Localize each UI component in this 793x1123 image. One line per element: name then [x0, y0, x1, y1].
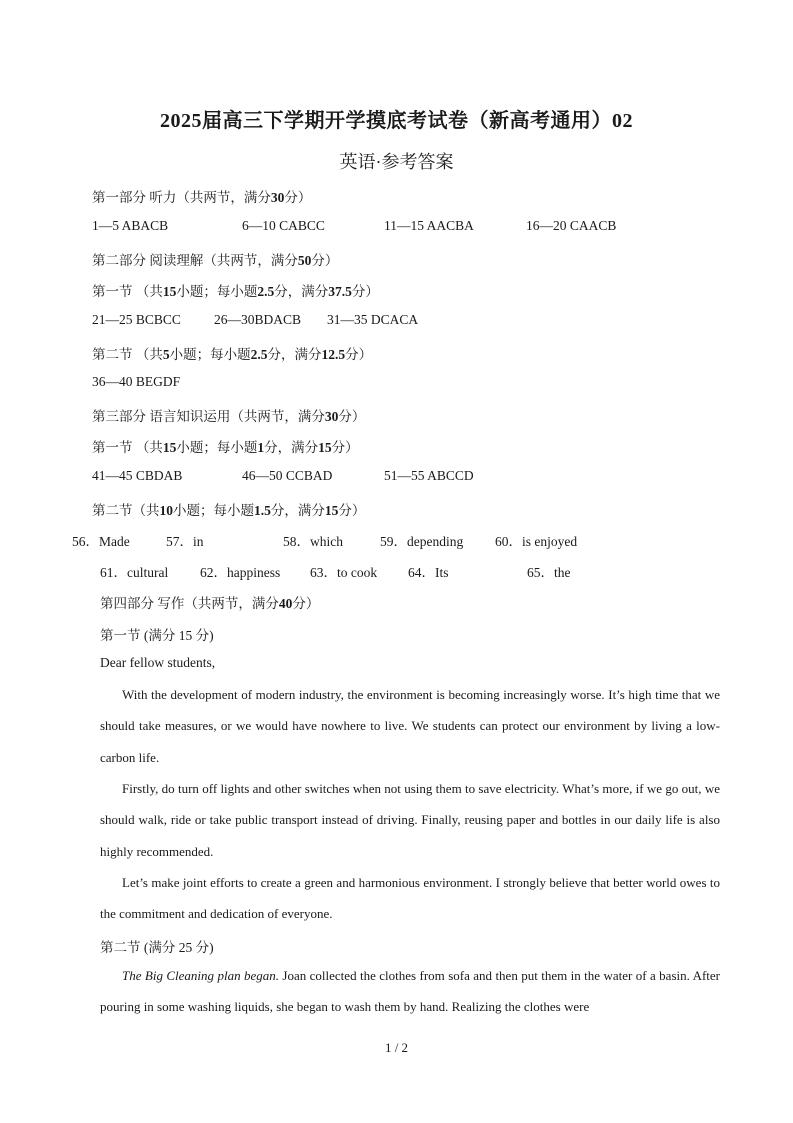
answer-59: 59．depending: [380, 534, 464, 549]
part2-section1-heading: 第一节 （共15小题；每小题2.5分，满分37.5分）: [92, 284, 379, 299]
part2-answer-4: 36—40 BEGDF: [92, 374, 181, 389]
page-number: 1 / 2: [384, 1040, 409, 1055]
part1-answer-4: 16—20 CAACB: [526, 218, 617, 233]
part4-heading: 第四部分 写作（共两节，满分40分）: [100, 596, 320, 611]
part1-answer-2: 6—10 CABCC: [242, 218, 325, 233]
part2-answer-1: 21—25 BCBCC: [92, 312, 181, 327]
page-subtitle: 英语·参考答案: [339, 152, 454, 172]
part3-section1-heading: 第一节 （共15小题；每小题1分，满分15分）: [92, 440, 359, 455]
part3-answer-1: 41—45 CBDAB: [92, 468, 183, 483]
part1-answer-3: 11—15 AACBA: [384, 218, 474, 233]
part4-section2-heading: 第二节 (满分 25 分): [100, 940, 214, 955]
answer-63: 63．to cook: [310, 565, 378, 580]
part1-heading: 第一部分 听力（共两节，满分30分）: [92, 190, 312, 205]
letter-paragraph-1: With the development of modern industry, the environment is becoming increasingly worse. It’s high time that we should take measures, or we would have nowhere to live. We students can protect our environment by living a low-carbon life.: [100, 687, 720, 765]
answer-65: 65．the: [527, 565, 571, 580]
answer-58: 58．which: [283, 534, 343, 549]
letter-salutation: Dear fellow students,: [100, 655, 216, 670]
letter-paragraph-2: Firstly, do turn off lights and other switches when not using them to save electricity. What’s more, if we go out, we should walk, ride or take public transport instead of driving. Finally, reusing paper and bottles in our daily life is also highly recommended.: [100, 781, 720, 859]
part3-section2-heading: 第二节（共10小题；每小题1.5分，满分15分）: [92, 503, 366, 518]
answer-60: 60．is enjoyed: [495, 534, 578, 549]
part2-section2-heading: 第二节 （共5小题；每小题2.5分，满分12.5分）: [92, 347, 373, 362]
answer-56: 56．Made: [72, 534, 130, 549]
answer-61: 61．cultural: [100, 565, 169, 580]
part2-heading: 第二部分 阅读理解（共两节，满分50分）: [92, 253, 339, 268]
part3-answer-2: 46—50 CCBAD: [242, 468, 333, 483]
part3-answer-3: 51—55 ABCCD: [384, 468, 474, 483]
answer-57: 57．in: [166, 534, 204, 549]
part1-answer-1: 1—5 ABACB: [92, 218, 169, 233]
part3-heading: 第三部分 语言知识运用（共两节，满分30分）: [92, 409, 366, 424]
answer-64: 64．Its: [408, 565, 449, 580]
part2-answer-3: 31—35 DCACA: [327, 312, 419, 327]
page-title: 2025届高三下学期开学摸底考试卷（新高考通用）02: [160, 110, 633, 132]
part2-answer-2: 26—30BDACB: [214, 312, 302, 327]
part4-section1-heading: 第一节 (满分 15 分): [100, 628, 214, 643]
letter-paragraph-3: Let’s make joint efforts to create a green and harmonious environment. I strongly believe that better world owes to the commitment and dedication of everyone.: [100, 875, 720, 922]
story-paragraph-1: The Big Cleaning plan began. Joan collected the clothes from sofa and then put them in the water of a basin. After pouring in some washing liquids, she began to wash them by hand. Realizing the clothes were: [100, 968, 720, 1015]
answer-62: 62．happiness: [200, 565, 281, 580]
